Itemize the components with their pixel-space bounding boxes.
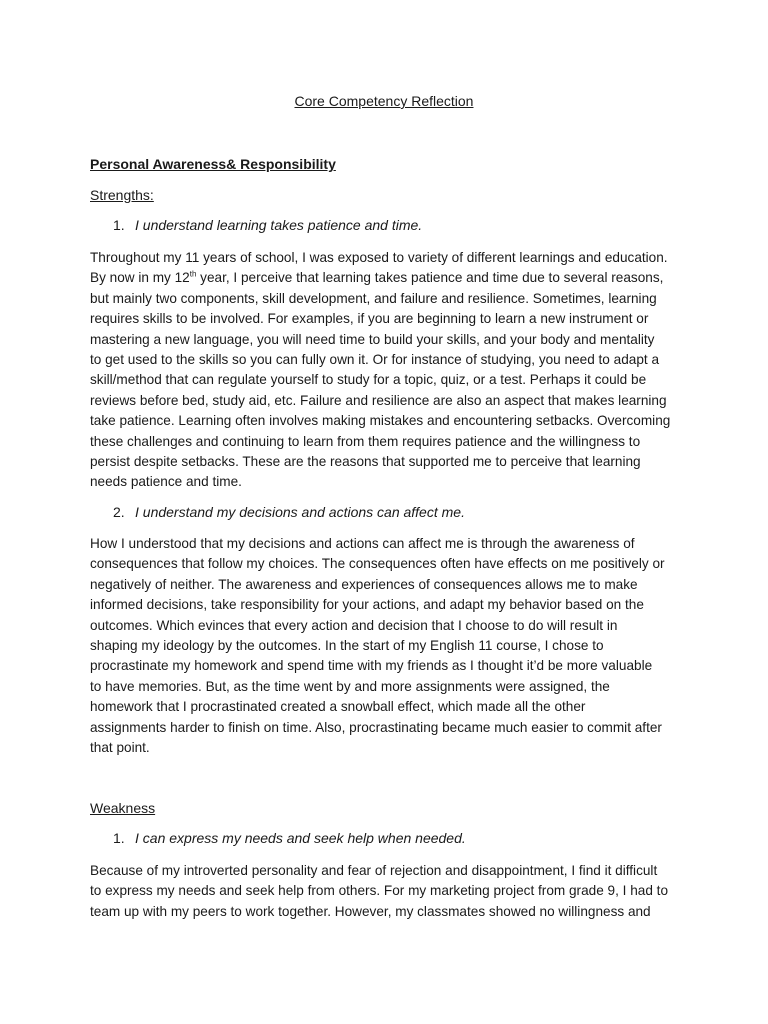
strengths-label: Strengths: bbox=[90, 187, 154, 203]
item-number: 2. bbox=[113, 504, 125, 520]
paragraph-2 bbox=[90, 534, 682, 758]
paragraph-line: procrastinate my homework and spend time with my friends as I thought it’d be more valuable bbox=[90, 658, 653, 674]
paragraph-line: shaping my ideology by the outcomes. In the start of my English 11 course, I chose to bbox=[90, 638, 604, 654]
paragraph-line: reviews before bed, study aid, etc. Failure and resilience are also an aspect that makes learning bbox=[90, 392, 667, 408]
paragraph-line: informed decisions, take responsibility for your actions, and adapt my behavior based on the bbox=[90, 597, 644, 613]
paragraph-line: negatively of neither. The awareness and experiences of consequences allows me to make bbox=[90, 576, 638, 592]
paragraph-line: homework that I procrastinated created a snowball effect, which made all the other bbox=[90, 699, 586, 715]
item-text: I understand my decisions and actions can affect me. bbox=[135, 504, 465, 520]
weakness-label: Weakness bbox=[90, 800, 156, 816]
paragraph-line: How I understood that my decisions and actions can affect me is through the awareness of bbox=[90, 536, 635, 551]
paragraph-line: but mainly two components, skill development, and failure and resilience. Sometimes, learning bbox=[90, 290, 657, 306]
paragraph-line: persist despite setbacks. These are the reasons that supported me to perceive that learning bbox=[90, 454, 641, 470]
item-text: I understand learning takes patience and time. bbox=[135, 217, 423, 233]
weakness-item-1 bbox=[113, 830, 466, 846]
paragraph-3 bbox=[90, 861, 682, 922]
item-number: 1. bbox=[113, 217, 125, 233]
paragraph-line: Throughout my 11 years of school, I was exposed to variety of different learnings and education. bbox=[90, 250, 668, 265]
paragraph-line: assignments harder to finish on time. Also, procrastinating became much easier to commit after bbox=[90, 719, 662, 735]
item-text: I can express my needs and seek help when needed. bbox=[135, 830, 466, 846]
strength-item-1 bbox=[113, 217, 422, 233]
paragraph-line: Because of my introverted personality and fear of rejection and disappointment, I find it difficult bbox=[90, 863, 658, 878]
paragraph-line: outcomes. Which evinces that every action and decision that I choose to do will result in bbox=[90, 617, 618, 633]
superscript: th bbox=[189, 269, 197, 279]
paragraph-line: to get used to the skills so you can fully own it. Or for instance of studying, you need to adapt a bbox=[90, 352, 659, 368]
paragraph-line: skill/method that can regulate yourself to study for a topic, quiz, or a test. Perhaps it could be bbox=[90, 372, 647, 388]
section-heading: Personal Awareness& Responsibility bbox=[90, 156, 336, 172]
paragraph-line: to have memories. But, as the time went by and more assignments were assigned, the bbox=[90, 678, 610, 694]
paragraph-line: consequences that follow my choices. The consequences often have effects on me positively or bbox=[90, 556, 665, 572]
paragraph-line: team up with my peers to work together. However, my classmates showed no willingness and bbox=[90, 903, 651, 919]
paragraph-line: mastering a new language, you will need time to build your skills, and your body and mentality bbox=[90, 331, 655, 347]
paragraph-line: requires skills to be involved. For examples, if you are beginning to learn a new instrument or bbox=[90, 311, 649, 327]
paragraph-line: that point. bbox=[90, 740, 150, 756]
paragraph-line: By now in my 12th year, I perceive that learning takes patience and time due to several reasons, bbox=[90, 269, 664, 286]
paragraph-line: needs patience and time. bbox=[90, 474, 242, 490]
paragraph-1 bbox=[90, 248, 682, 493]
paragraph-line: take patience. Learning often involves making mistakes and encountering setbacks. Overcoming bbox=[90, 413, 671, 429]
item-number: 1. bbox=[113, 830, 125, 846]
document-title: Core Competency Reflection bbox=[294, 93, 474, 109]
paragraph-line: to express my needs and seek help from others. For my marketing project from grade 9, I had to bbox=[90, 883, 668, 899]
paragraph-line: these challenges and continuing to learn from them requires patience and the willingness to bbox=[90, 433, 641, 449]
strength-item-2 bbox=[113, 504, 465, 520]
